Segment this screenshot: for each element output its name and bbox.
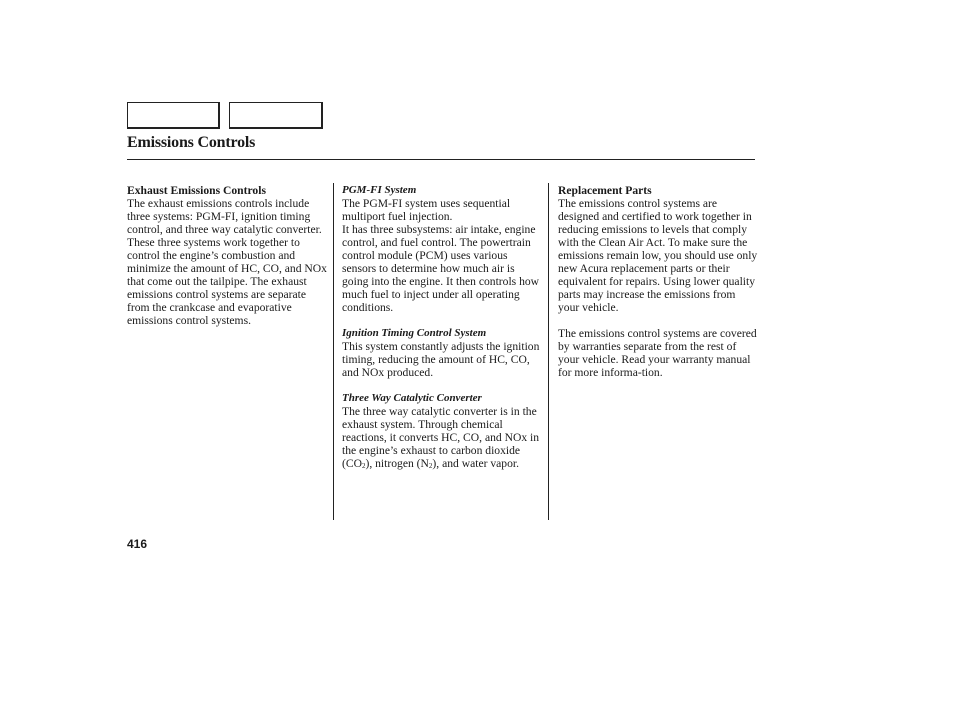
page-number: 416 bbox=[127, 537, 148, 551]
section-heading-replacement: Replacement Parts bbox=[558, 184, 652, 197]
section-body-ignition: This system constantly adjusts the ignition timing, reducing the amount of HC, CO, and NOx produced. bbox=[342, 340, 540, 379]
subscript-n2: 2 bbox=[428, 462, 433, 470]
catalytic-text-b: ), nitrogen (N bbox=[365, 457, 429, 470]
section-heading-ignition: Ignition Timing Control System bbox=[342, 327, 487, 339]
section-body-catalytic bbox=[342, 405, 542, 473]
section-heading-pgmfi: PGM-FI System bbox=[342, 184, 417, 196]
nav-tab-1[interactable] bbox=[127, 102, 220, 129]
section-body-replacement-2: The emissions control systems are covered by warranties separate from the rest of your vehicle. Read your warranty manual for more informa-tion. bbox=[558, 327, 757, 379]
nav-tab-2[interactable] bbox=[229, 102, 323, 129]
section-heading-catalytic: Three Way Catalytic Converter bbox=[342, 392, 482, 404]
subscript-co2: 2 bbox=[361, 462, 366, 470]
page-title: Emissions Controls bbox=[127, 134, 256, 151]
section-body-replacement-1: The emissions control systems are designed and certified to work together in reducing emissions to levels that comply with the Clean Air Act. To make sure the emissions remain low, you should use only new Acura replacement parts or their equivalent for repairs. Using lower quality parts may increase the emissions from your vehicle. bbox=[558, 197, 758, 314]
column-divider-2 bbox=[548, 183, 549, 520]
catalytic-text-c: ), and water vapor. bbox=[432, 457, 520, 470]
title-divider bbox=[127, 159, 755, 160]
column-replacement-parts bbox=[558, 184, 758, 379]
column-divider-1 bbox=[333, 183, 334, 520]
catalytic-text-a: The three way catalytic converter is in the exhaust system. Through chemical reactions, it converts HC, CO, and NOx in the engine’s exhaust to carbon dioxide (CO bbox=[342, 405, 540, 470]
section-body-pgmfi-2: It has three subsystems: air intake, engine control, and fuel control. The powertrain control module (PCM) uses various sensors to determine how much air is going into the engine. It then controls how much fuel to inject under all operating conditions. bbox=[342, 223, 540, 314]
column-subsystems bbox=[342, 184, 542, 473]
section-body-exhaust: The exhaust emissions controls include three systems: PGM-FI, ignition timing control, and three way catalytic converter. These three systems work together to control the engine’s combustion and minimize the amount of HC, CO, and NOx that come out the tailpipe. The exhaust emissions control systems are separate from the crankcase and evaporative emissions control systems. bbox=[127, 197, 327, 327]
section-heading-exhaust: Exhaust Emissions Controls bbox=[127, 184, 266, 197]
section-body-pgmfi-1: The PGM-FI system uses sequential multiport fuel injection. bbox=[342, 197, 511, 223]
column-exhaust-emissions bbox=[127, 184, 327, 327]
